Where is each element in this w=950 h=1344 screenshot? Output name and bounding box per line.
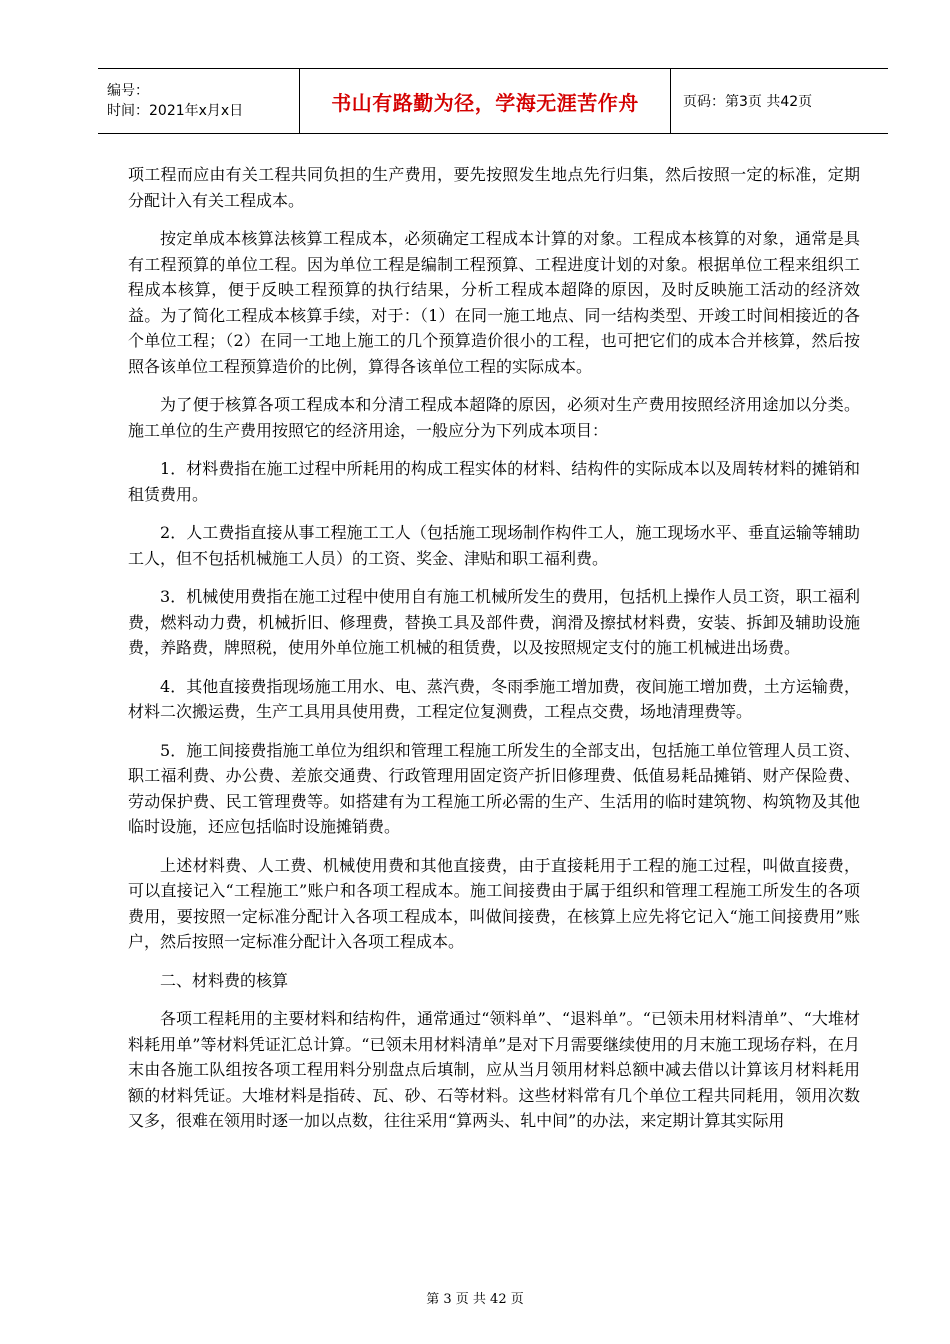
header-motto: 书山有路勤为径，学海无涯苦作舟 xyxy=(300,69,671,133)
header-meta xyxy=(98,69,300,133)
document-time-label: 时间：2021年x月x日 xyxy=(107,103,244,119)
body-paragraph: 上述材料费、人工费、机械使用费和其他直接费，由于直接耗用于工程的施工过程，叫做直接费，可以直接记入“工程施工”账户和各项工程成本。施工间接费由于属于组织和管理工程施工所发生的各项费用，要按照一定标准分配计入各项工程成本，叫做间接费，在核算上应先将它记入“施工间接费用”账户，然后按照一定标准分配计入各项工程成本。 xyxy=(128,855,860,951)
body-paragraph: 4．其他直接费指现场施工用水、电、蒸汽费，冬雨季施工增加费，夜间施工增加费，土方运输费，材料二次搬运费，生产工具用具使用费，工程定位复测费，工程点交费，场地清理费等。 xyxy=(128,676,860,721)
header-page-info: 页码：第3页 共42页 xyxy=(683,94,813,110)
document-body xyxy=(128,162,860,1147)
body-paragraph: 2．人工费指直接从事工程施工工人（包括施工现场制作构件工人，施工现场水平、垂直运输等辅助工人，但不包括机械施工人员）的工资、奖金、津贴和职工福利费。 xyxy=(128,523,860,568)
body-paragraph: 1．材料费指在施工过程中所耗用的构成工程实体的材料、结构件的实际成本以及周转材料的摊销和租赁费用。 xyxy=(128,459,860,504)
body-paragraph: 按定单成本核算法核算工程成本，必须确定工程成本计算的对象。工程成本核算的对象，通常是具有工程预算的单位工程。因为单位工程是编制工程预算、工程进度计划的对象。根据单位工程来组织工程成本核算，便于反映工程预算的执行结果，分析工程成本超降的原因，及时反映施工活动的经济效益。为了简化工程成本核算手续，对于：（1）在同一施工地点、同一结构类型、开竣工时间相接近的各个单位工程；（2）在同一工地上施工的几个预算造价很小的工程，也可把它们的成本合并核算，然后按照各该单位工程预算造价的比例，算得各该单位工程的实际成本。 xyxy=(128,229,860,376)
section-heading: 二、材料费的核算 xyxy=(160,970,289,990)
body-paragraph: 各项工程耗用的主要材料和结构件，通常通过“领料单”、“退料单”。“已领未用材料清单”、“大堆材料耗用单”等材料凭证汇总计算。“已领未用材料清单”是对下月需要继续使用的月末施工现场存料，在月末由各施工队组按各项工程用料分别盘点后填制，应从当月领用材料总额中减去借以计算该月材料耗用额的材料凭证。大堆材料是指砖、瓦、砂、石等材料。这些材料常有几个单位工程共同耗用，领用次数又多，很难在领用时逐一加以点数，往往采用“算两头、轧中间”的办法，来定期计算其实际用 xyxy=(128,1009,860,1130)
body-paragraph: 项工程而应由有关工程共同负担的生产费用，要先按照发生地点先行归集，然后按照一定的标准，定期分配计入有关工程成本。 xyxy=(128,165,860,210)
page-header xyxy=(98,68,888,134)
body-paragraph: 5．施工间接费指施工单位为组织和管理工程施工所发生的全部支出，包括施工单位管理人员工资、职工福利费、办公费、差旅交通费、行政管理用固定资产折旧修理费、低值易耗品摊销、财产保险费、劳动保护费、民工管理费等。如搭建有为工程施工所必需的生产、生活用的临时建筑物、构筑物及其他临时设施，还应包括临时设施摊销费。 xyxy=(128,740,860,836)
body-paragraph: 3．机械使用费指在施工过程中使用自有施工机械所发生的费用，包括机上操作人员工资，职工福利费，燃料动力费，机械折旧、修理费，替换工具及部件费，润滑及擦拭材料费，安装、拆卸及辅助设施费，养路费，牌照税，使用外单位施工机械的租赁费，以及按照规定支付的施工机械进出场费。 xyxy=(128,587,860,657)
document-number-label: 编号： xyxy=(107,83,149,99)
page-footer: 第 3 页 共 42 页 xyxy=(426,1292,524,1307)
body-paragraph: 为了便于核算各项工程成本和分清工程成本超降的原因，必须对生产费用按照经济用途加以分类。施工单位的生产费用按照它的经济用途，一般应分为下列成本项目： xyxy=(128,395,860,440)
